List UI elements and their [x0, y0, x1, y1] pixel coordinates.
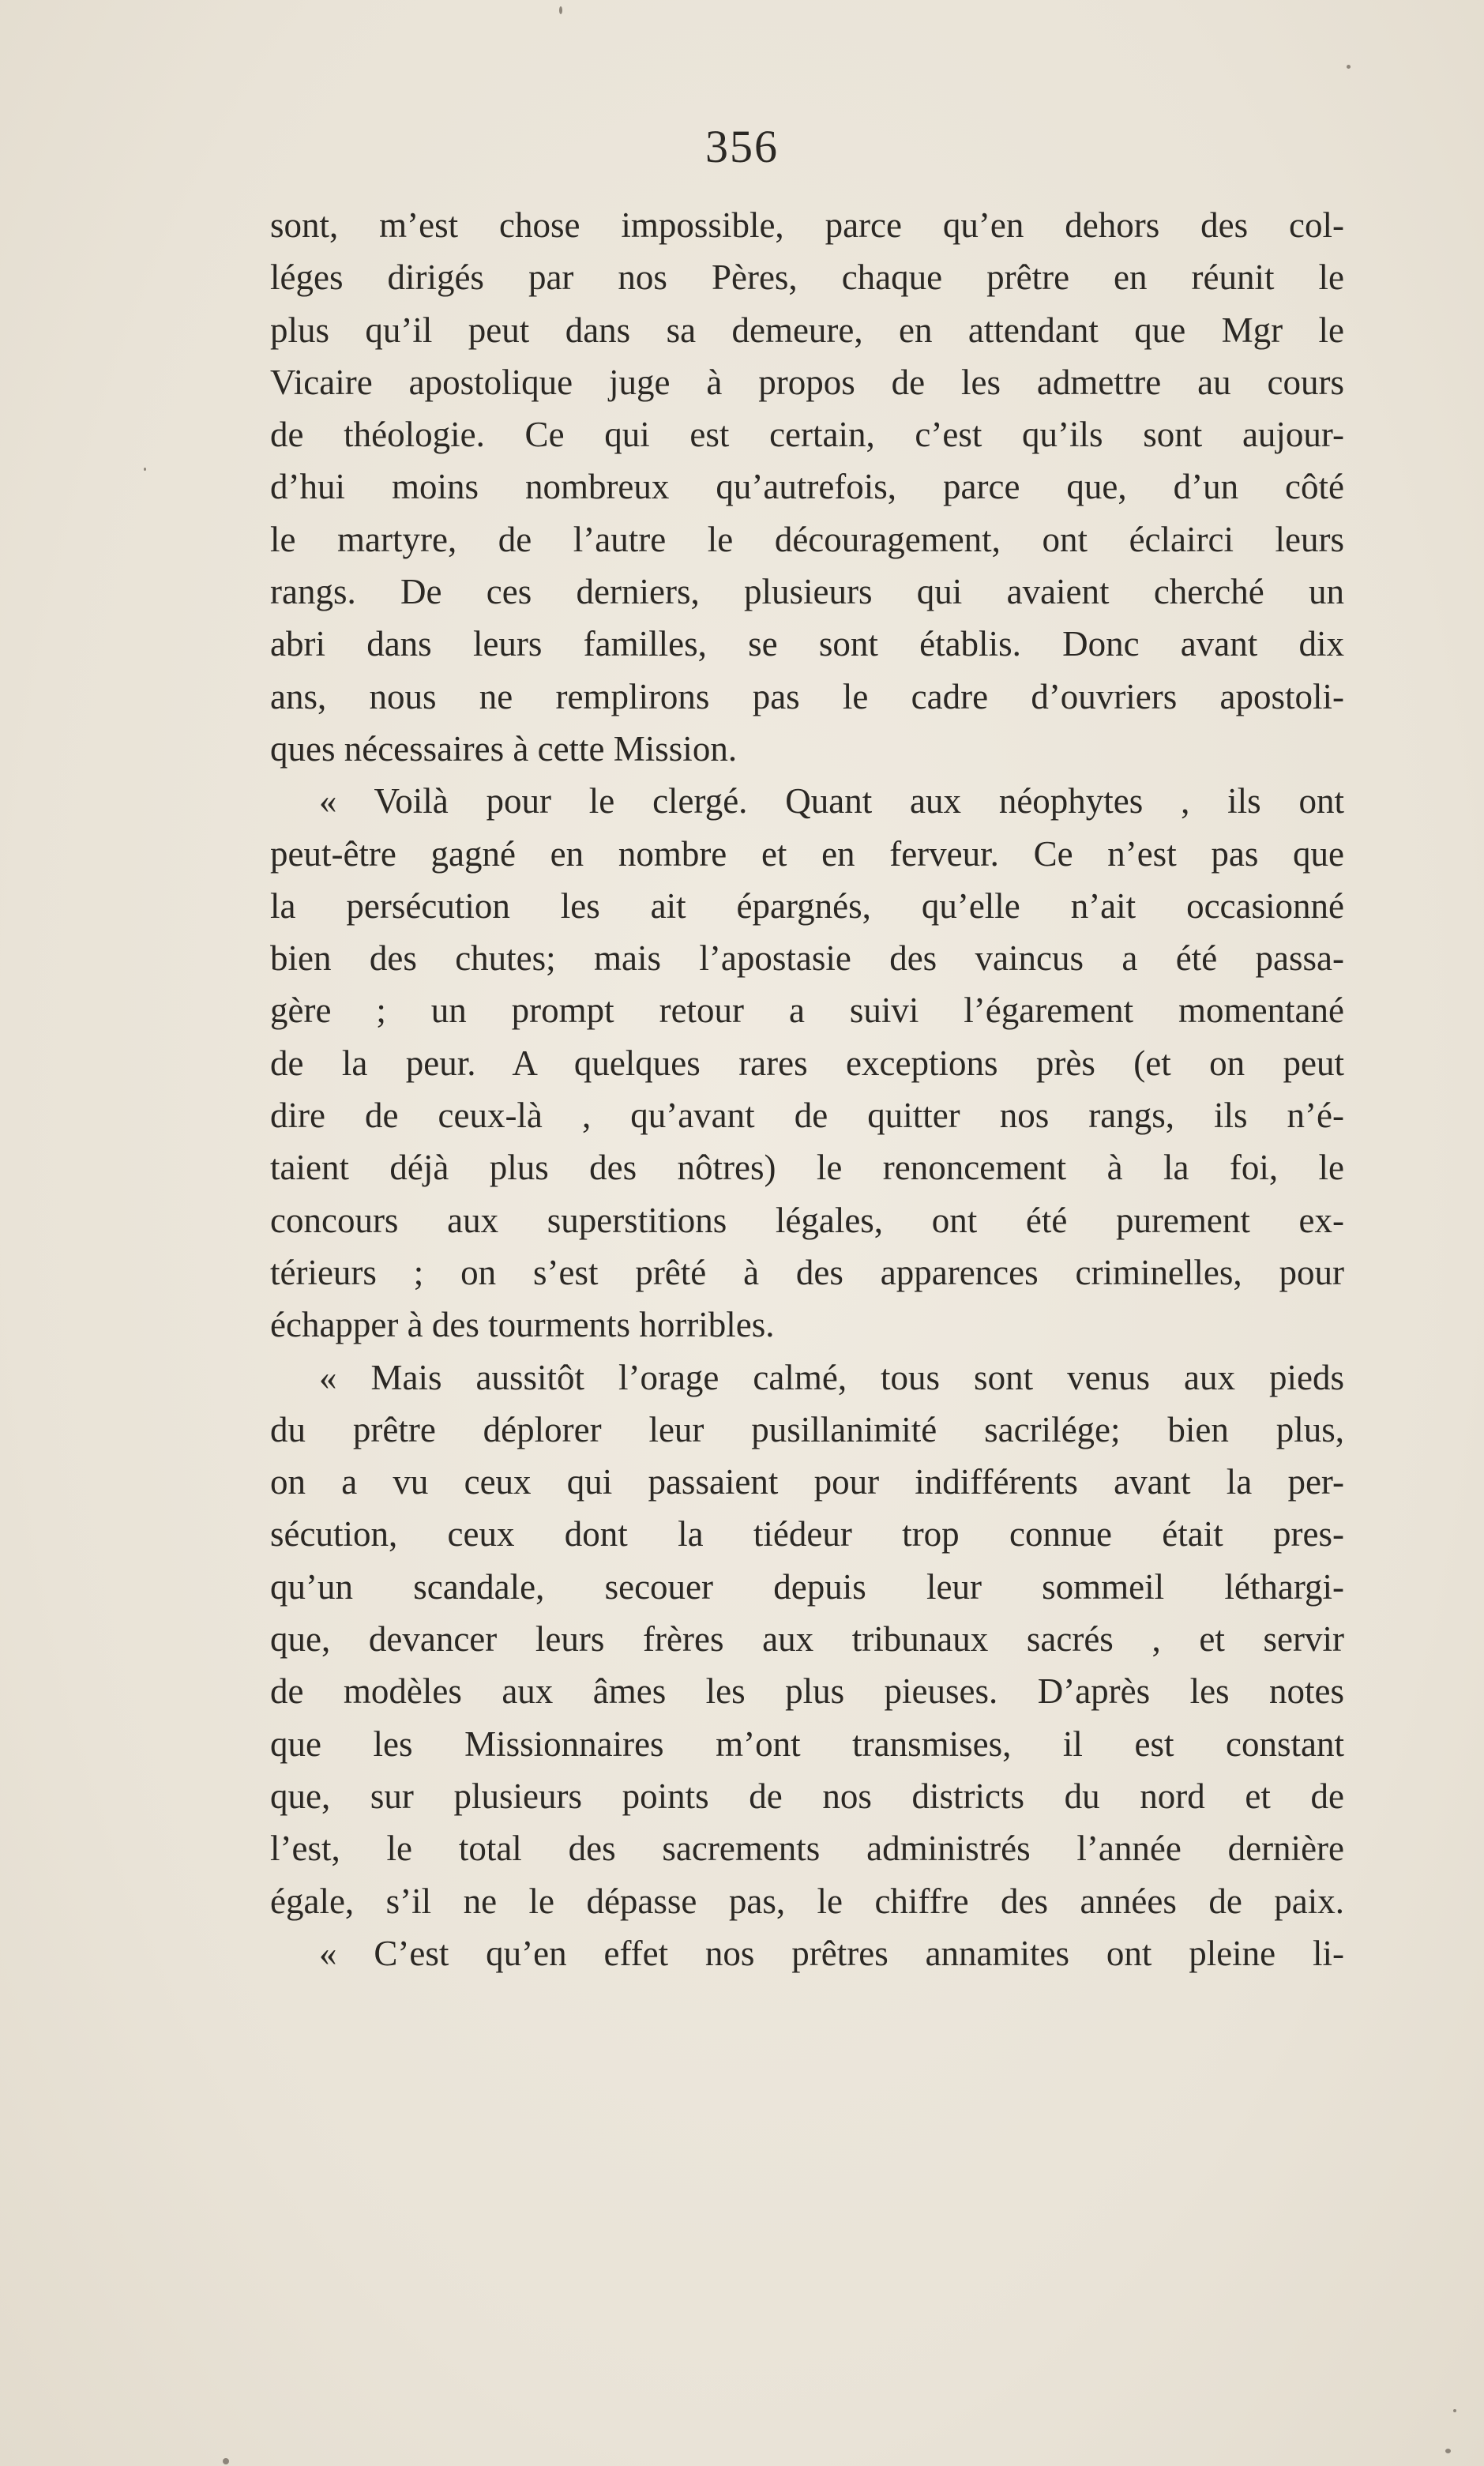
text-line: qu’un scandale, secouer depuis leur sommeil léthargi-: [270, 1566, 1344, 1607]
paper-speck: [1453, 2409, 1456, 2412]
text-line: de modèles aux âmes les plus pieuses. D’après les notes: [270, 1671, 1344, 1712]
text-line: bien des chutes; mais l’apostasie des vaincus a été passa-: [270, 938, 1344, 979]
text-line: échapper à des tourments horribles.: [270, 1305, 775, 1345]
text-line: Vicaire apostolique juge à propos de les admettre au cours: [270, 362, 1344, 402]
text-line: sécution, ceux dont la tiédeur trop connue était pres-: [270, 1514, 1344, 1554]
text-line: térieurs ; on s’est prêté à des apparences criminelles, pour: [270, 1252, 1344, 1292]
text-line: sont, m’est chose impossible, parce qu’en dehors des col-: [270, 205, 1344, 245]
text-line: que, sur plusieurs points de nos districts du nord et de: [270, 1776, 1344, 1816]
page-number: 356: [705, 121, 779, 172]
text-line: « Mais aussitôt l’orage calmé, tous sont venus aux pieds: [319, 1357, 1344, 1397]
text-line: dire de ceux-là , qu’avant de quitter nos rangs, ils n’é-: [270, 1096, 1344, 1136]
text-line: on a vu ceux qui passaient pour indifférents avant la per-: [270, 1462, 1344, 1502]
text-line: rangs. De ces derniers, plusieurs qui avaient cherché un: [270, 572, 1344, 612]
text-line: « C’est qu’en effet nos prêtres annamites ont pleine li-: [319, 1933, 1344, 1973]
paper-speck: [144, 468, 146, 471]
text-line: de théologie. Ce qui est certain, c’est qu’ils sont aujour-: [270, 415, 1344, 455]
text-line: ans, nous ne remplirons pas le cadre d’ouvriers apostoli-: [270, 676, 1344, 716]
text-line: concours aux superstitions légales, ont été purement ex-: [270, 1200, 1344, 1240]
text-line: taient déjà plus des nôtres) le renoncement à la foi, le: [270, 1148, 1344, 1188]
text-line: gère ; un prompt retour a suivi l’égarement momentané: [270, 991, 1344, 1031]
text-line: ques nécessaires à cette Mission.: [270, 728, 738, 769]
text-line: d’hui moins nombreux qu’autrefois, parce que, d’un côté: [270, 467, 1344, 507]
text-line: plus qu’il peut dans sa demeure, en attendant que Mgr le: [270, 310, 1344, 350]
text-line: léges dirigés par nos Pères, chaque prêtre en réunit le: [270, 258, 1344, 298]
text-line: que, devancer leurs frères aux tribunaux sacrés , et servir: [270, 1619, 1344, 1660]
paper-speck: [1347, 65, 1351, 69]
paper-speck: [559, 6, 562, 14]
text-line: de la peur. A quelques rares exceptions près (et on peut: [270, 1043, 1344, 1083]
text-line: du prêtre déplorer leur pusillanimité sacrilége; bien plus,: [270, 1409, 1344, 1449]
text-line: abri dans leurs familles, se sont établis. Donc avant dix: [270, 624, 1344, 664]
text-line: peut-être gagné en nombre et en ferveur. Ce n’est pas que: [270, 833, 1344, 874]
text-line: l’est, le total des sacrements administrés l’année dernière: [270, 1829, 1344, 1869]
body-text: [270, 199, 1344, 1979]
paper-speck: [223, 2458, 229, 2464]
text-line: « Voilà pour le clergé. Quant aux néophytes , ils ont: [319, 781, 1344, 821]
paper-speck: [1445, 2449, 1451, 2453]
text-line: égale, s’il ne le dépasse pas, le chiffre des années de paix.: [270, 1881, 1344, 1921]
text-line: la persécution les ait épargnés, qu’elle n’ait occasionné: [270, 885, 1344, 926]
text-line: le martyre, de l’autre le découragement, ont éclairci leurs: [270, 519, 1344, 559]
text-line: que les Missionnaires m’ont transmises, il est constant: [270, 1724, 1344, 1764]
